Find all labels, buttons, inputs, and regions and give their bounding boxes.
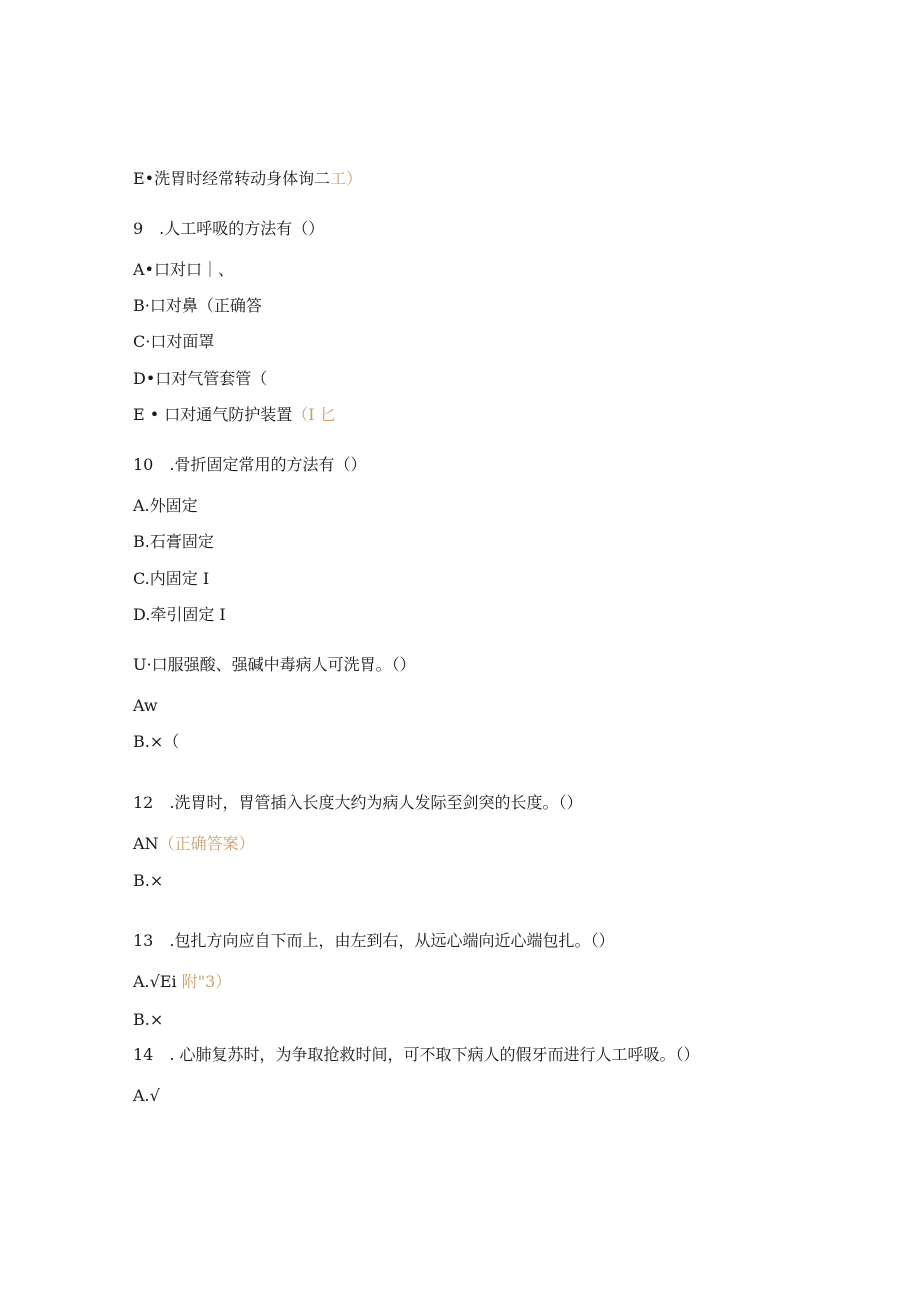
q11-stem: U·口服强酸、强碱中毒病人可洗胃。（） — [133, 655, 416, 674]
q8-option-e — [133, 169, 362, 189]
q10-option-b: B.石膏固定 — [133, 532, 214, 551]
answer-mark: 工） — [330, 169, 363, 188]
q8-option-e-text: E•洗胃时经常转动身体询二 — [133, 169, 331, 188]
q12-option-a-text: AN — [133, 834, 159, 853]
answer-mark: （I 匕 — [292, 405, 336, 424]
q12-stem: 12 .洗胃时，胃管插入长度大约为病人发际至剑突的长度。（） — [133, 793, 583, 812]
q9-option-c: C·口对面罩 — [133, 332, 215, 351]
q10-option-a: A.外固定 — [133, 496, 198, 515]
q9-option-e-text: E • 口对通气防护装置 — [133, 405, 293, 424]
q9-option-a: A•口对口｜、 — [133, 260, 234, 279]
q9-stem: 9 .人工呼吸的方法有（） — [133, 219, 325, 238]
q12-option-b: B.× — [133, 871, 164, 890]
q9-option-e — [133, 405, 336, 425]
q13-option-b: B.× — [133, 1010, 164, 1029]
q13-stem: 13 .包扎方向应自下而上，由左到右，从远心端向近心端包扎。（） — [133, 931, 615, 950]
q10-option-d: D.牵引固定 I — [133, 605, 226, 624]
q11-option-a: Aw — [133, 696, 158, 715]
q13-option-a-text: A.√Ei — [133, 972, 177, 991]
q10-option-c: C.内固定 I — [133, 569, 210, 588]
q10-stem: 10 .骨折固定常用的方法有（） — [133, 455, 367, 474]
answer-mark: （正确答案） — [158, 834, 255, 853]
q9-option-b: B·口对鼻（正确答 — [133, 296, 262, 315]
q14-stem: 14 . 心肺复苏时，为争取抢救时间，可不取下病人的假牙而进行人工呼吸。（） — [133, 1045, 700, 1064]
q13-option-a — [133, 972, 231, 992]
q11-option-b: B.×（ — [133, 732, 180, 751]
q12-option-a — [133, 834, 255, 854]
q14-option-a: A.√ — [133, 1086, 160, 1105]
q9-option-d: D•口对气管套管（ — [133, 369, 268, 388]
answer-mark: 附"3） — [176, 972, 232, 991]
